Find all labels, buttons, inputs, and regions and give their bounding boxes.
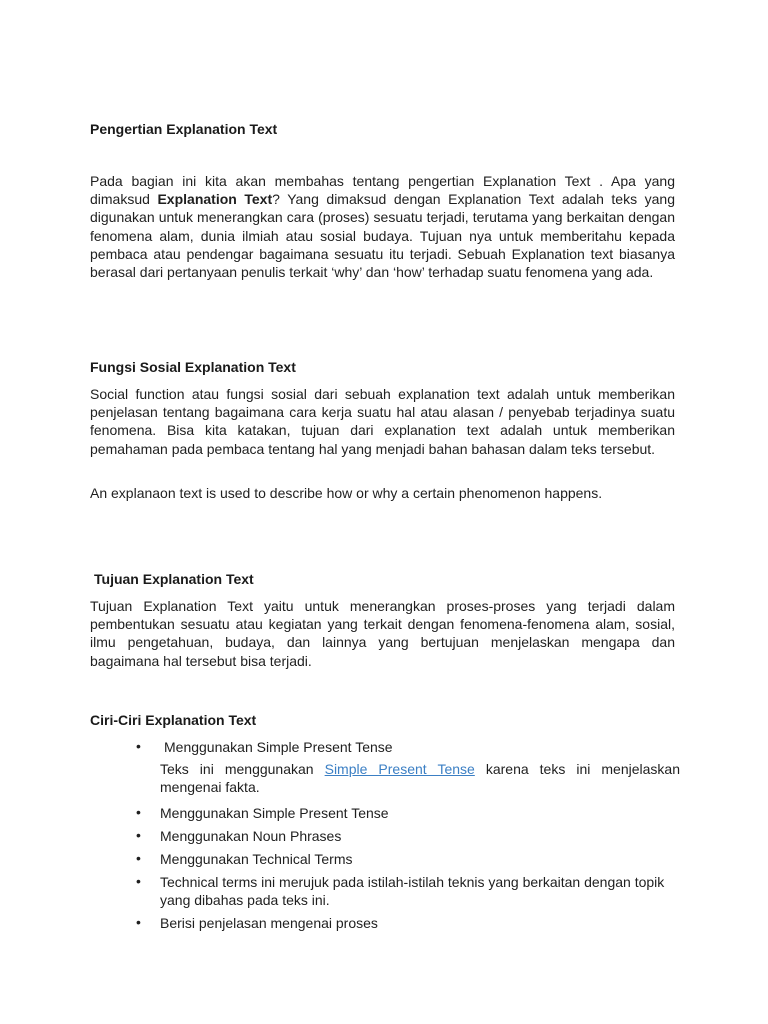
simple-present-tense-link[interactable]: Simple Present Tense bbox=[324, 761, 475, 777]
bullet-icon: • bbox=[136, 873, 141, 889]
pengertian-text-b: ? Yang dimaksud dengan Explanation Text adalah teks yang digunakan untuk menerangkan cara (proses) sesuatu terjadi, terutama yang berkaitan dengan fenomena alam, dunia ilmiah atau sosial budaya. Tujuan nya untuk memberitahu kepada pembaca atau pendengar bagaimana sesuatu itu terjadi. Sebuah Explanation text biasanya berasal dari pertanyaan penulis terkait ‘why’ dan ‘how’ terhadap suatu fenomena yang ada. bbox=[90, 191, 676, 281]
heading-ciri: Ciri-Ciri Explanation Text bbox=[90, 712, 257, 728]
bullet-icon: • bbox=[136, 850, 141, 866]
heading-pengertian: Pengertian Explanation Text bbox=[90, 121, 278, 137]
pengertian-text-a: Pada bagian ini kita akan membahas tentang pengertian Explanation Text . Apa yang dimaksud bbox=[90, 173, 675, 208]
bullet-icon: • bbox=[136, 827, 141, 843]
paragraph-tujuan: Tujuan Explanation Text yaitu untuk menerangkan proses-proses yang terjadi dalam pembentukan sesuatu atau kegiatan yang terkait dengan fenomena-fenomena alam, sosial, ilmu pengetahuan, budaya, dan lainnya yang bertujuan menjelaskan mengapa dan bagaimana hal tersebut bisa terjadi. bbox=[90, 598, 675, 669]
heading-tujuan: Tujuan Explanation Text bbox=[94, 571, 254, 587]
bullet-icon: • bbox=[136, 914, 141, 930]
list-item-subtext: Teks ini menggunakan Simple Present Tense karena teks ini menjelaskan mengenai fakta. bbox=[160, 761, 680, 795]
heading-fungsi: Fungsi Sosial Explanation Text bbox=[90, 359, 296, 375]
document-page: Pengertian Explanation Text Pada bagian ini kita akan membahas tentang pengertian Explanation Text . Apa yang dimaksud Explanation Text? Yang dimaksud dengan Explanation Text adalah teks yang digunakan untuk menerangkan cara (proses) sesuatu terjadi, terutama yang berkaitan dengan fenomena alam, dunia ilmiah atau sosial budaya. Tujuan nya untuk memberitahu kepada pembaca atau pendengar bagaimana sesuatu itu terjadi. Sebuah Explanation text biasanya berasal dari pertanyaan penulis terkait ‘why’ dan ‘how’ terhadap suatu fenomena yang ada. Fungsi Sosial Explanation Text Social function atau fungsi sosial dari sebuah explanation text adalah untuk memberikan penjelasan tentang bagaimana cara kerja suatu hal atau alasan / penyebab terjadinya suatu fenomena. Bisa kita katakan, tujuan dari explanation text adalah untuk memberikan pemahaman pada pembaca tentang hal yang menjadi bahan bahasan dalam teks tersebut. An explanaon text is used to describe how or why a certain phenomenon happens. Tujuan Explanation Text Tujuan Explanation Text yaitu untuk menerangkan proses-proses yang terjadi dalam pembentukan sesuatu atau kegiatan yang terkait dengan fenomena-fenomena alam, sosial, ilmu pengetahuan, budaya, dan lainnya yang bertujuan menjelaskan mengapa dan bagaimana hal tersebut bisa terjadi. Ciri-Ciri Explanation Text • Menggunakan Simple Present Tense Teks ini menggunakan Simple Present Tense karena teks ini menjelaskan mengenai fakta. • Menggunakan Simple Present Tense • Menggunakan Noun Phrases • Menggunakan Technical Terms • Technical terms ini merujuk pada istilah-istilah teknis yang berkaitan dengan topik yang dibahas pada teks ini. • Berisi penjelasan mengenai proses bbox=[90, 121, 680, 931]
bullet-icon: • bbox=[136, 738, 141, 754]
bullet-icon: • bbox=[136, 804, 141, 820]
paragraph-fungsi: Social function atau fungsi sosial dari sebuah explanation text adalah untuk memberikan penjelasan tentang bagaimana cara kerja suatu hal atau alasan / penyebab terjadinya suatu fenomena. Bisa kita katakan, tujuan dari explanation text adalah untuk memberikan pemahaman pada pembaca tentang hal yang menjadi bahan bahasan dalam teks tersebut. bbox=[90, 386, 675, 457]
paragraph-pengertian bbox=[90, 172, 675, 281]
paragraph-fungsi-english: An explanaon text is used to describe how or why a certain phenomenon happens. bbox=[90, 485, 603, 501]
pengertian-bold: Explanation Text bbox=[157, 191, 273, 208]
